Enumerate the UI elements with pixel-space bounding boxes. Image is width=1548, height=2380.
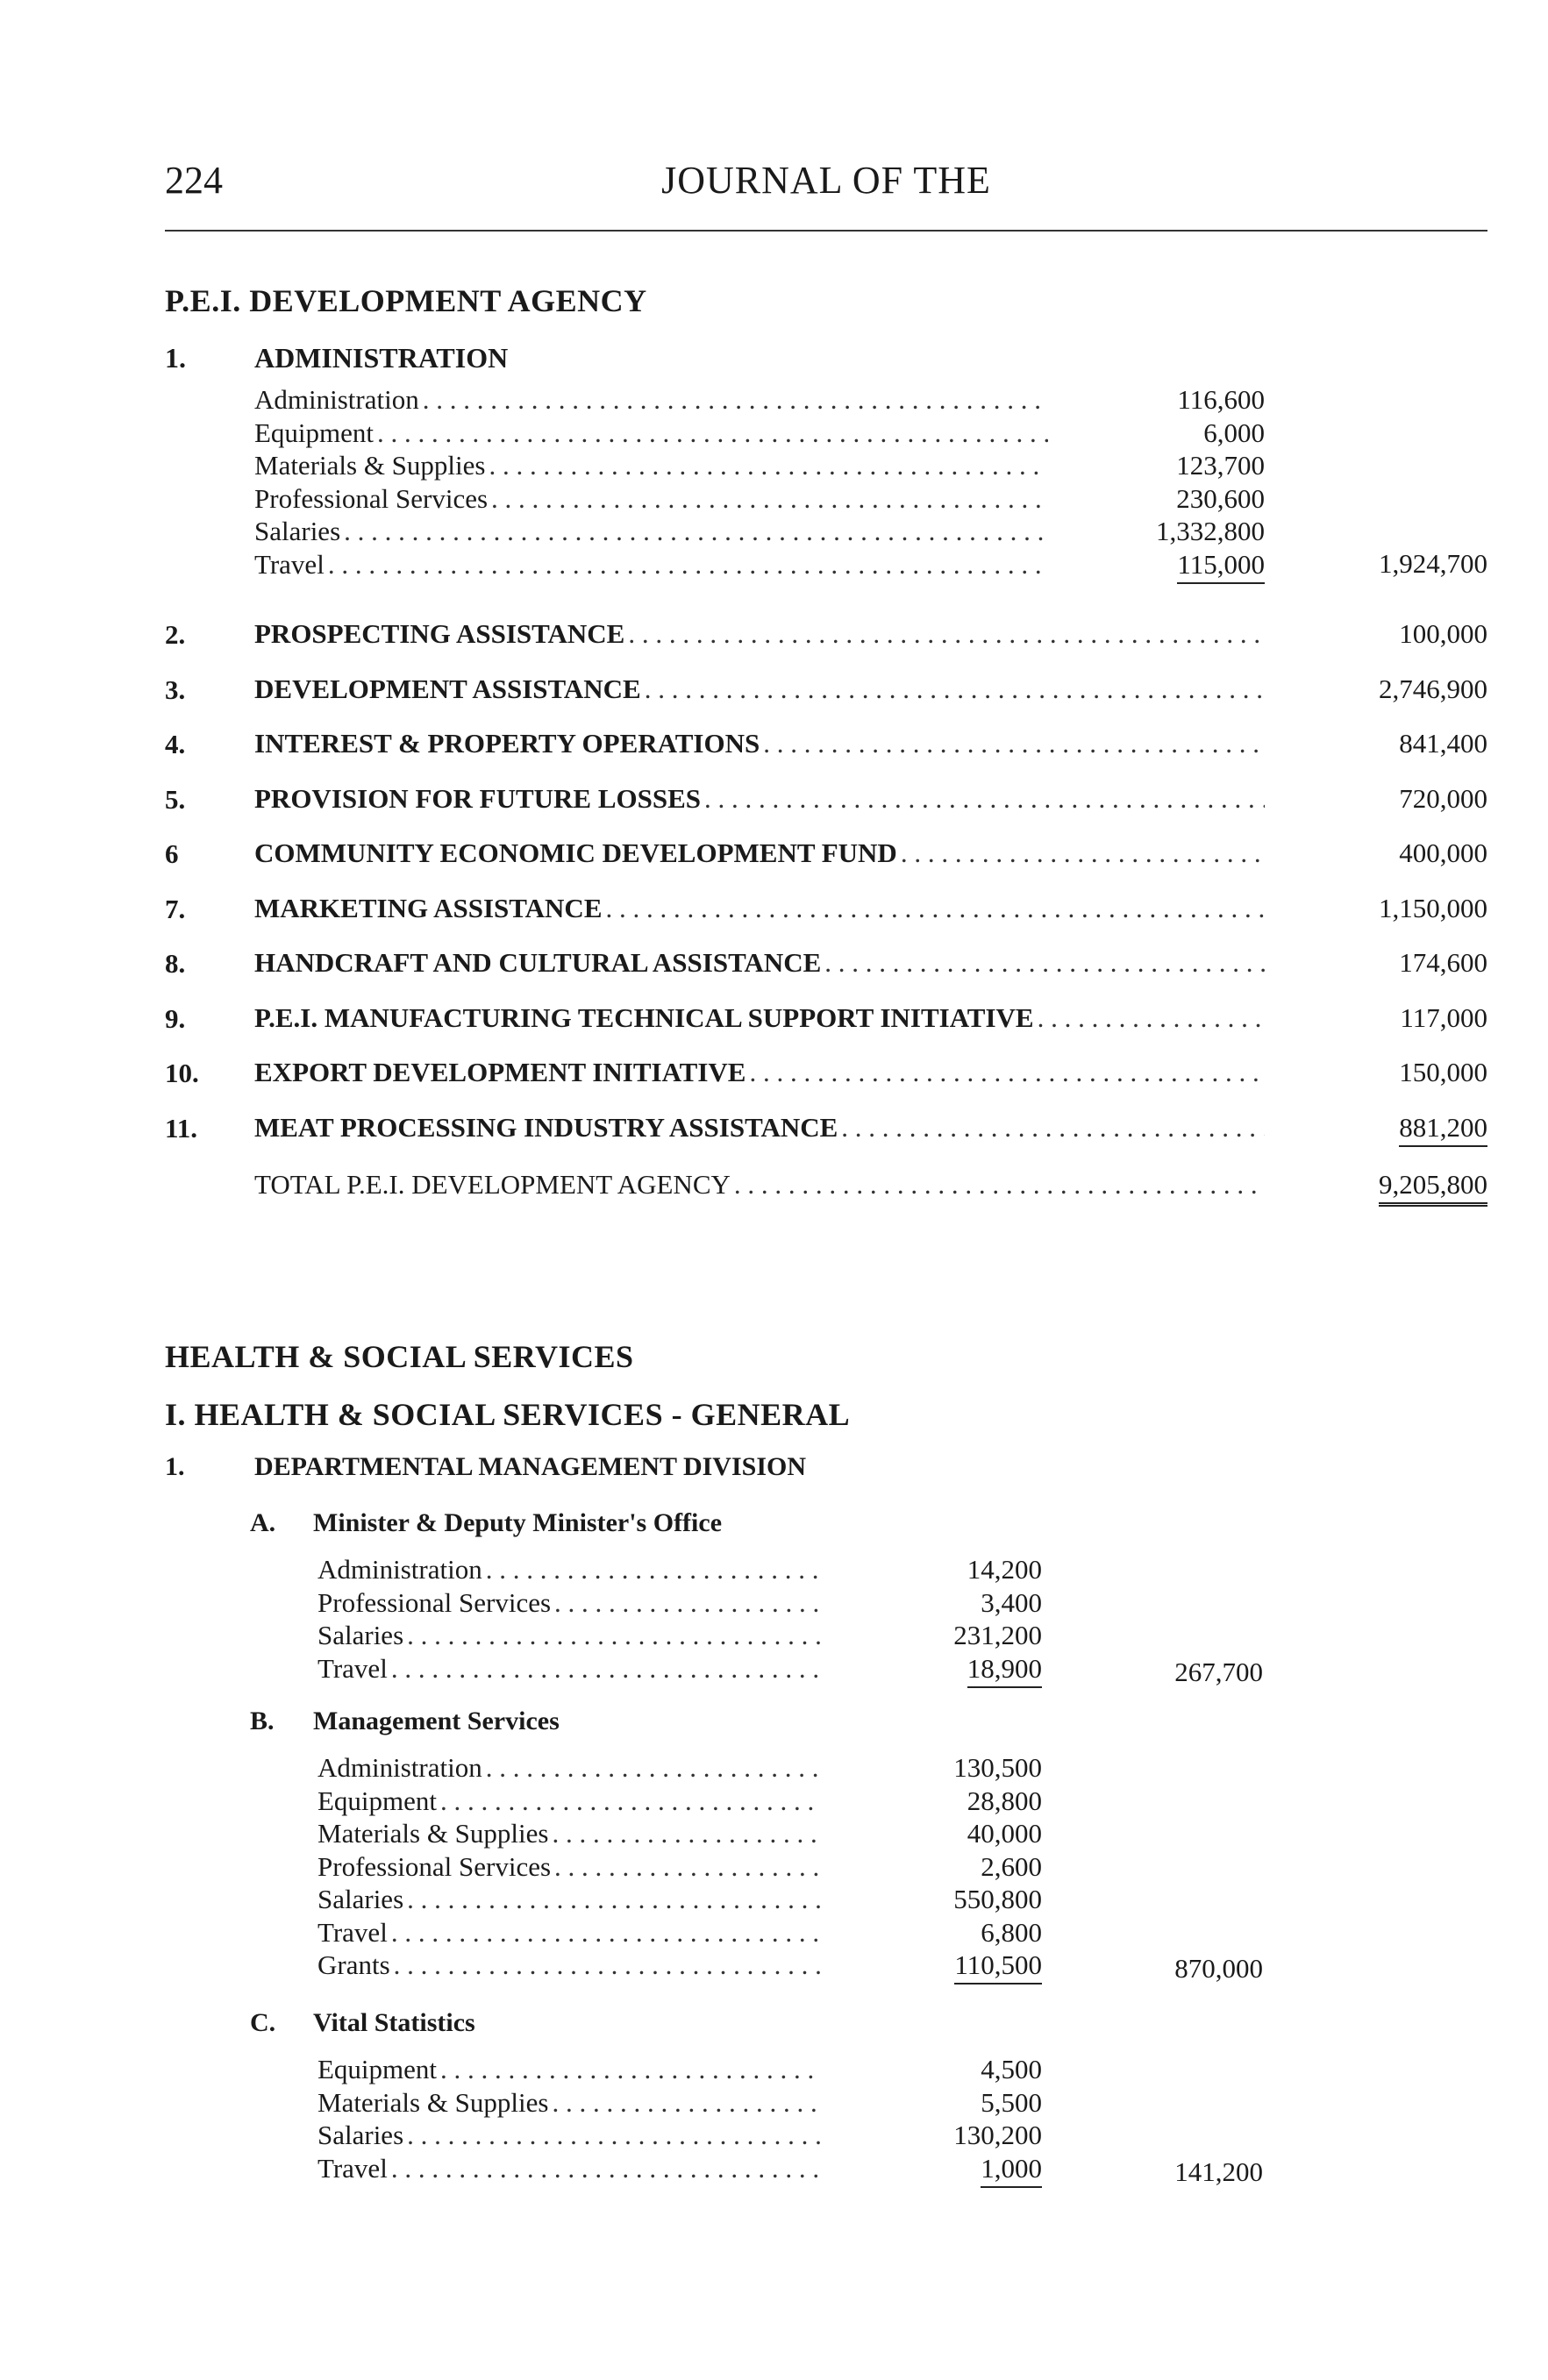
agency-total-value: 9,205,800	[1379, 1169, 1487, 1207]
line-item-amount	[877, 2087, 1042, 2119]
line-item-amount	[877, 1884, 1042, 1915]
amount-value: 123,700	[1176, 450, 1265, 481]
amount-value: 28,800	[967, 1785, 1042, 1816]
amount-value: 400,000	[1399, 837, 1487, 868]
line-item-label: Travel	[317, 2152, 388, 2184]
group-letter: A.	[250, 1508, 276, 1537]
line-item-row	[317, 2087, 822, 2119]
line-item-amount	[1316, 618, 1487, 650]
line-item-row	[317, 1587, 822, 1619]
section-number: 3.	[165, 673, 186, 705]
line-item-label: Administration	[317, 1752, 482, 1783]
division-heading	[165, 1452, 806, 1482]
line-item-row	[254, 450, 1048, 481]
page-number: 224	[165, 159, 223, 202]
line-item-label: MARKETING ASSISTANCE	[254, 892, 603, 923]
line-item-amount	[877, 2054, 1042, 2085]
line-item-amount	[1107, 549, 1265, 581]
agency-total-row	[254, 1169, 1265, 1201]
group-title: Vital Statistics	[313, 2008, 475, 2037]
section-number: 4.	[165, 729, 186, 759]
line-item-amount	[1096, 2156, 1263, 2188]
amount-value: 6,000	[1203, 417, 1265, 448]
amount-value: 2,746,900	[1379, 673, 1487, 704]
line-item-row	[254, 516, 1048, 547]
amount-value: 841,400	[1399, 728, 1487, 759]
line-item-row	[317, 2120, 822, 2151]
line-item-label: Travel	[317, 1652, 388, 1684]
line-item-label: PROSPECTING ASSISTANCE	[254, 618, 625, 649]
line-item-label: COMMUNITY ECONOMIC DEVELOPMENT FUND	[254, 837, 897, 868]
line-item-amount	[877, 1917, 1042, 1949]
line-item-label: Salaries	[317, 1884, 404, 1914]
leader-dots	[554, 1851, 822, 1883]
line-item-label: Salaries	[317, 2120, 404, 2150]
section-number: 11.	[165, 1112, 198, 1144]
line-item-label: PROVISION FOR FUTURE LOSSES	[254, 782, 702, 814]
group-letter: B.	[250, 1707, 275, 1735]
line-item-label: Equipment	[317, 1785, 438, 1816]
leader-dots	[344, 516, 1048, 547]
line-item-label: Salaries	[254, 516, 341, 546]
leader-dots	[407, 1620, 822, 1651]
leader-dots	[391, 1653, 822, 1685]
admin-number: 1.	[165, 342, 186, 374]
group-heading	[250, 2008, 475, 2038]
group-heading	[250, 1508, 722, 1538]
amount-value: 1,150,000	[1379, 892, 1487, 923]
line-item-row	[254, 549, 1048, 581]
line-item-row	[254, 893, 1265, 924]
line-item-label: P.E.I. MANUFACTURING TECHNICAL SUPPORT INITIATIVE	[254, 1001, 1034, 1033]
line-item-row	[254, 483, 1048, 515]
leader-dots	[377, 417, 1048, 449]
leader-dots	[440, 2054, 822, 2085]
line-item-amount	[877, 1620, 1042, 1651]
amount-value: 230,600	[1176, 482, 1265, 514]
line-item-row	[317, 1917, 822, 1949]
line-item-row	[254, 947, 1265, 979]
amount-value: 116,600	[1177, 384, 1265, 415]
agency-title: P.E.I. DEVELOPMENT AGENCY	[165, 283, 647, 318]
leader-dots	[407, 2120, 822, 2151]
amount-value: 231,200	[953, 1620, 1042, 1650]
leader-dots	[423, 384, 1048, 416]
section-number: 8.	[165, 948, 186, 979]
line-item-label: MEAT PROCESSING INDUSTRY ASSISTANCE	[254, 1111, 838, 1143]
line-item-label: Administration	[317, 1554, 482, 1585]
amount-value: 14,200	[967, 1554, 1042, 1585]
line-item-row	[317, 1949, 822, 1981]
leader-dots	[645, 673, 1265, 705]
leader-dots	[704, 783, 1265, 815]
line-item-label: Professional Services	[317, 1586, 552, 1618]
amount-value: 130,500	[953, 1752, 1042, 1783]
line-item-amount	[1107, 483, 1265, 515]
line-item-label: Materials & Supplies	[317, 2086, 549, 2118]
line-item-amount	[877, 1851, 1042, 1883]
section-number: 7.	[165, 893, 186, 924]
line-item-row	[317, 1653, 822, 1685]
amount-value: 130,200	[953, 2120, 1042, 2150]
leader-dots	[824, 947, 1265, 979]
line-item-label: Travel	[254, 548, 325, 580]
amount-value: 2,600	[981, 1850, 1042, 1882]
group-heading	[250, 1707, 560, 1736]
amount-value: 5,500	[981, 2086, 1042, 2118]
line-item-row	[317, 1818, 822, 1849]
health-subtitle: I. HEALTH & SOCIAL SERVICES - GENERAL	[165, 1397, 851, 1432]
amount-value: 141,200	[1174, 2156, 1263, 2187]
header-rule	[165, 230, 1487, 232]
leader-dots	[763, 728, 1265, 759]
section-number: 9.	[165, 1002, 186, 1034]
line-item-row	[317, 1752, 822, 1784]
division-title: DEPARTMENTAL MANAGEMENT DIVISION	[254, 1452, 807, 1481]
leader-dots	[407, 1884, 822, 1915]
health-title: HEALTH & SOCIAL SERVICES	[165, 1339, 634, 1374]
section-number: 2.	[165, 619, 186, 650]
line-item-label: Materials & Supplies	[254, 450, 486, 481]
line-item-amount	[877, 2120, 1042, 2151]
line-item-amount	[877, 2153, 1042, 2184]
line-item-amount	[877, 1752, 1042, 1784]
amount-value: 881,200	[1399, 1112, 1487, 1147]
line-item-label: Salaries	[317, 1620, 404, 1650]
line-item-row	[254, 384, 1048, 416]
amount-value: 150,000	[1399, 1057, 1487, 1087]
amount-value: 1,332,800	[1156, 516, 1265, 546]
leader-dots	[552, 2087, 822, 2119]
leader-dots	[841, 1112, 1265, 1144]
amount-value: 267,700	[1174, 1656, 1263, 1687]
line-item-row	[254, 783, 1265, 815]
line-item-row	[254, 618, 1265, 650]
line-item-label: Professional Services	[254, 482, 489, 514]
admin-title: ADMINISTRATION	[254, 342, 509, 374]
journal-title: JOURNAL OF THE	[661, 159, 991, 202]
line-item-label: Equipment	[254, 417, 375, 448]
leader-dots	[1038, 1002, 1265, 1034]
line-item-row	[254, 728, 1265, 759]
leader-dots	[554, 1587, 822, 1619]
amount-value: 4,500	[981, 2054, 1042, 2084]
line-item-row	[317, 2153, 822, 2184]
leader-dots	[606, 893, 1266, 924]
admin-total: 1,924,700	[1379, 548, 1487, 579]
amount-value: 174,600	[1399, 947, 1487, 978]
line-item-amount	[877, 1653, 1042, 1685]
admin-heading	[165, 342, 508, 374]
line-item-amount	[1107, 417, 1265, 449]
line-item-row	[254, 417, 1048, 449]
line-item-row	[254, 1002, 1265, 1034]
line-item-label: HANDCRAFT AND CULTURAL ASSISTANCE	[254, 947, 822, 978]
group-title: Management Services	[313, 1707, 560, 1735]
leader-dots	[391, 2153, 822, 2184]
line-item-amount	[1316, 673, 1487, 705]
leader-dots	[491, 483, 1048, 515]
section-number: 10.	[165, 1058, 199, 1088]
leader-dots	[394, 1949, 822, 1981]
amount-value: 115,000	[1177, 549, 1265, 584]
leader-dots	[901, 837, 1265, 869]
amount-value: 6,800	[981, 1916, 1042, 1948]
line-item-row	[317, 1554, 822, 1585]
line-item-amount	[877, 1554, 1042, 1585]
leader-dots	[628, 618, 1265, 650]
line-item-label: EXPORT DEVELOPMENT INITIATIVE	[254, 1057, 746, 1087]
line-item-label: Professional Services	[317, 1850, 552, 1882]
leader-dots	[440, 1785, 822, 1817]
line-item-amount	[1316, 893, 1487, 924]
line-item-row	[317, 1884, 822, 1915]
amount-value: 110,500	[954, 1949, 1042, 1985]
line-item-amount	[1096, 1657, 1263, 1688]
leader-dots	[749, 1057, 1265, 1088]
line-item-label: Administration	[254, 384, 419, 415]
amount-value: 550,800	[953, 1884, 1042, 1914]
line-item-row	[317, 2054, 822, 2085]
leader-dots	[734, 1169, 1265, 1201]
amount-value: 1,000	[981, 2153, 1042, 2188]
amount-value: 870,000	[1174, 1953, 1263, 1984]
group-letter: C.	[250, 2008, 276, 2037]
line-item-amount	[1107, 516, 1265, 547]
running-header	[165, 158, 1487, 210]
line-item-row	[254, 1057, 1265, 1088]
line-item-row	[254, 673, 1265, 705]
amount-value: 40,000	[967, 1818, 1042, 1849]
line-item-label: Materials & Supplies	[317, 1818, 549, 1849]
line-item-amount	[877, 1587, 1042, 1619]
line-item-label: Travel	[317, 1916, 388, 1948]
line-item-label: Equipment	[317, 2054, 438, 2084]
leader-dots	[486, 1752, 822, 1784]
amount-value: 18,900	[967, 1653, 1042, 1688]
line-item-amount	[1316, 1057, 1487, 1088]
leader-dots	[328, 549, 1048, 581]
line-item-amount	[1316, 837, 1487, 869]
amount-value: 117,000	[1400, 1001, 1487, 1033]
division-number: 1.	[165, 1452, 185, 1481]
line-item-amount	[877, 1949, 1042, 1981]
amount-value: 720,000	[1399, 782, 1487, 814]
line-item-amount	[877, 1818, 1042, 1849]
line-item-row	[317, 1851, 822, 1883]
group-title: Minister & Deputy Minister's Office	[313, 1508, 723, 1537]
line-item-row	[254, 1112, 1265, 1144]
line-item-amount	[1316, 947, 1487, 979]
line-item-row	[254, 837, 1265, 869]
section-number: 5.	[165, 783, 186, 815]
leader-dots	[489, 450, 1048, 481]
line-item-label: INTEREST & PROPERTY OPERATIONS	[254, 728, 760, 759]
line-item-amount	[1316, 783, 1487, 815]
leader-dots	[552, 1818, 822, 1849]
line-item-row	[317, 1620, 822, 1651]
line-item-amount	[1316, 1112, 1487, 1144]
section-number: 6	[165, 838, 179, 869]
agency-total-label: TOTAL P.E.I. DEVELOPMENT AGENCY	[254, 1169, 731, 1200]
line-item-row	[317, 1785, 822, 1817]
line-item-amount	[1107, 450, 1265, 481]
leader-dots	[391, 1917, 822, 1949]
amount-value: 100,000	[1399, 618, 1487, 649]
line-item-amount	[1107, 384, 1265, 416]
amount-value: 3,400	[981, 1586, 1042, 1618]
agency-total-amount	[1316, 1169, 1487, 1201]
line-item-amount	[877, 1785, 1042, 1817]
line-item-label: Grants	[317, 1949, 390, 1980]
line-item-label: DEVELOPMENT ASSISTANCE	[254, 673, 641, 704]
line-item-amount	[1096, 1953, 1263, 1985]
line-item-amount	[1316, 1002, 1487, 1034]
leader-dots	[486, 1554, 822, 1585]
line-item-amount	[1316, 728, 1487, 759]
